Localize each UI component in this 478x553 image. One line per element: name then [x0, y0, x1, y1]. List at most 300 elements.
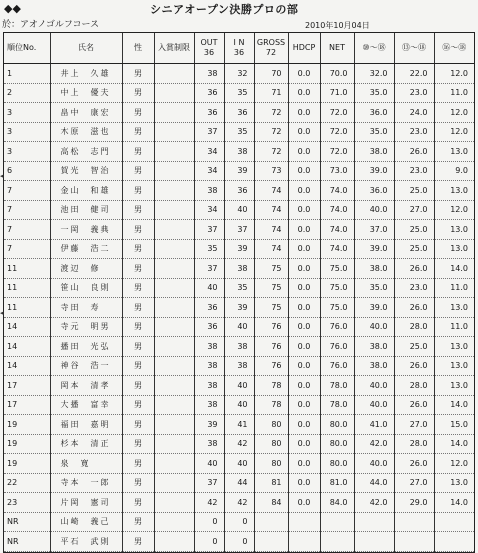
cell-c3: 11.0 — [434, 317, 474, 337]
cell-c2: 23.0 — [394, 161, 434, 181]
cell-hdcp: 0.0 — [288, 454, 320, 474]
cell-c1: 40.0 — [354, 200, 394, 220]
cell-c2: 25.0 — [394, 181, 434, 201]
cell-sex: 男 — [122, 532, 154, 552]
cell-net: 80.0 — [320, 454, 354, 474]
cell-c2: 28.0 — [394, 317, 434, 337]
cell-sex: 男 — [122, 356, 154, 376]
cell-c3 — [434, 512, 474, 532]
cell-c1: 40.0 — [354, 376, 394, 396]
cell-net: 70.0 — [320, 64, 354, 84]
table-row — [4, 83, 474, 103]
cell-sex: 男 — [122, 317, 154, 337]
cell-pos: 7 — [4, 200, 50, 220]
cell-name: 福田 嘉明 — [50, 415, 122, 435]
cell-net: 80.0 — [320, 434, 354, 454]
cell-pos: 19 — [4, 434, 50, 454]
cell-gross: 72 — [254, 142, 288, 162]
cell-hdcp: 0.0 — [288, 259, 320, 279]
cell-sex: 男 — [122, 220, 154, 240]
cell-hdcp: 0.0 — [288, 356, 320, 376]
cell-c1: 36.0 — [354, 103, 394, 123]
cell-c1: 35.0 — [354, 83, 394, 103]
results-table — [3, 32, 475, 553]
cell-in: 42 — [224, 493, 254, 513]
cell-hdcp: 0.0 — [288, 395, 320, 415]
cell-out: 38 — [194, 376, 224, 396]
table-row — [4, 395, 474, 415]
cell-c2: 22.0 — [394, 64, 434, 84]
col-hdcp-header: HDCP — [288, 33, 320, 64]
cell-net: 75.0 — [320, 278, 354, 298]
cell-in: 44 — [224, 473, 254, 493]
table-row — [4, 200, 474, 220]
cell-in: 40 — [224, 200, 254, 220]
cell-hdcp: 0.0 — [288, 376, 320, 396]
cell-out: 36 — [194, 298, 224, 318]
cell-c1: 37.0 — [354, 220, 394, 240]
cell-gross: 76 — [254, 317, 288, 337]
cell-out: 38 — [194, 434, 224, 454]
cell-pos: 3 — [4, 142, 50, 162]
cell-hdcp: 0.0 — [288, 220, 320, 240]
cell-c3: 13.0 — [434, 473, 474, 493]
cell-out: 34 — [194, 200, 224, 220]
cell-in: 40 — [224, 454, 254, 474]
table-row — [4, 454, 474, 474]
cell-net: 74.0 — [320, 181, 354, 201]
table-row — [4, 493, 474, 513]
cell-prize — [154, 161, 194, 181]
cell-name: 笹山 良則 — [50, 278, 122, 298]
cell-pos: NR — [4, 512, 50, 532]
cell-gross: 74 — [254, 220, 288, 240]
col-c3-header: ⑯〜⑱ — [434, 33, 474, 64]
cell-pos: 14 — [4, 317, 50, 337]
cell-hdcp — [288, 512, 320, 532]
document-date: 2010年10月04日 — [305, 21, 370, 30]
cell-c1: 38.0 — [354, 356, 394, 376]
cell-out: 38 — [194, 337, 224, 357]
table-body — [4, 64, 474, 552]
cell-prize — [154, 239, 194, 259]
cell-net: 76.0 — [320, 356, 354, 376]
cell-hdcp: 0.0 — [288, 122, 320, 142]
cell-c1 — [354, 512, 394, 532]
cell-pos: 11 — [4, 259, 50, 279]
table-row — [4, 239, 474, 259]
cell-out: 39 — [194, 415, 224, 435]
cell-name: 神谷 浩一 — [50, 356, 122, 376]
cell-c2: 23.0 — [394, 278, 434, 298]
cell-hdcp: 0.0 — [288, 337, 320, 357]
cell-hdcp: 0.0 — [288, 278, 320, 298]
col-in-header — [224, 33, 254, 64]
cell-in: 38 — [224, 337, 254, 357]
cell-name: 中上 優夫 — [50, 83, 122, 103]
table-row — [4, 317, 474, 337]
cell-pos: 23 — [4, 493, 50, 513]
cell-c3: 13.0 — [434, 181, 474, 201]
cell-prize — [154, 512, 194, 532]
cell-out: 40 — [194, 278, 224, 298]
cell-prize — [154, 395, 194, 415]
out-label: OUT — [200, 38, 218, 47]
cell-c2: 29.0 — [394, 493, 434, 513]
cell-c2: 25.0 — [394, 239, 434, 259]
cell-in: 36 — [224, 181, 254, 201]
cell-pos: 11 — [4, 298, 50, 318]
cell-pos: 6 — [4, 161, 50, 181]
cell-sex: 男 — [122, 239, 154, 259]
cell-c2: 25.0 — [394, 337, 434, 357]
cell-hdcp: 0.0 — [288, 493, 320, 513]
col-gross-header — [254, 33, 288, 64]
cell-prize — [154, 356, 194, 376]
table-row — [4, 103, 474, 123]
cell-c3: 14.0 — [434, 395, 474, 415]
cell-prize — [154, 434, 194, 454]
cell-sex: 男 — [122, 181, 154, 201]
cell-c1: 39.0 — [354, 298, 394, 318]
cell-c2: 25.0 — [394, 220, 434, 240]
cell-c1: 39.0 — [354, 239, 394, 259]
cell-name: 寺本 一郎 — [50, 473, 122, 493]
cell-sex: 男 — [122, 454, 154, 474]
cell-name: 播田 光弘 — [50, 337, 122, 357]
cell-sex: 男 — [122, 103, 154, 123]
cell-sex: 男 — [122, 259, 154, 279]
cell-sex: 男 — [122, 142, 154, 162]
cell-c1: 36.0 — [354, 181, 394, 201]
cell-hdcp: 0.0 — [288, 181, 320, 201]
cell-sex: 男 — [122, 337, 154, 357]
cell-in: 40 — [224, 317, 254, 337]
cell-in: 40 — [224, 395, 254, 415]
cell-net: 74.0 — [320, 239, 354, 259]
cell-c2: 28.0 — [394, 434, 434, 454]
cell-sex: 男 — [122, 434, 154, 454]
gross-label: GROSS — [256, 38, 286, 47]
cell-out: 36 — [194, 83, 224, 103]
cell-in: 38 — [224, 259, 254, 279]
cell-prize — [154, 64, 194, 84]
cell-prize — [154, 376, 194, 396]
cell-sex: 男 — [122, 473, 154, 493]
cell-name: 井上 久雄 — [50, 64, 122, 84]
cell-prize — [154, 532, 194, 552]
cell-c1: 42.0 — [354, 434, 394, 454]
cell-c1: 38.0 — [354, 142, 394, 162]
cell-gross: 75 — [254, 278, 288, 298]
venue-label: 於：アオノゴルフコース — [2, 20, 100, 30]
cell-prize — [154, 317, 194, 337]
col-sex-header: 性 — [122, 33, 154, 64]
cell-net: 71.0 — [320, 83, 354, 103]
cell-c3: 12.0 — [434, 64, 474, 84]
cell-out: 37 — [194, 122, 224, 142]
table-row — [4, 259, 474, 279]
cell-c2: 26.0 — [394, 298, 434, 318]
cell-pos: 17 — [4, 395, 50, 415]
cell-c2: 28.0 — [394, 376, 434, 396]
cell-in: 40 — [224, 376, 254, 396]
cell-out: 34 — [194, 142, 224, 162]
cell-out: 38 — [194, 395, 224, 415]
cell-name: 平石 武則 — [50, 532, 122, 552]
cell-gross: 71 — [254, 83, 288, 103]
cell-c1: 42.0 — [354, 493, 394, 513]
cell-out: 37 — [194, 259, 224, 279]
cell-out: 38 — [194, 356, 224, 376]
cell-c1: 44.0 — [354, 473, 394, 493]
cell-prize — [154, 122, 194, 142]
cell-hdcp: 0.0 — [288, 434, 320, 454]
cell-net: 72.0 — [320, 103, 354, 123]
cell-out: 40 — [194, 454, 224, 474]
cell-out: 0 — [194, 512, 224, 532]
cell-in: 35 — [224, 278, 254, 298]
cell-c2: 27.0 — [394, 200, 434, 220]
col-out-header — [194, 33, 224, 64]
cell-c2 — [394, 532, 434, 552]
cell-in: 0 — [224, 532, 254, 552]
cell-out: 35 — [194, 239, 224, 259]
cell-c2: 27.0 — [394, 473, 434, 493]
cell-c3: 11.0 — [434, 83, 474, 103]
cell-in: 42 — [224, 434, 254, 454]
cell-out: 34 — [194, 161, 224, 181]
cell-pos: 14 — [4, 337, 50, 357]
cell-gross: 70 — [254, 64, 288, 84]
cell-name: 片岡 憲司 — [50, 493, 122, 513]
cell-pos: 7 — [4, 239, 50, 259]
col-net-header: NET — [320, 33, 354, 64]
cell-c3: 14.0 — [434, 434, 474, 454]
cell-name: 畠中 康宏 — [50, 103, 122, 123]
cell-c3: 13.0 — [434, 376, 474, 396]
cell-c3: 13.0 — [434, 239, 474, 259]
cell-in: 35 — [224, 83, 254, 103]
cell-c2: 27.0 — [394, 415, 434, 435]
cell-name: 高松 志門 — [50, 142, 122, 162]
col-prize-header: 入賞制限 — [154, 33, 194, 64]
cell-gross: 84 — [254, 493, 288, 513]
cell-in: 39 — [224, 239, 254, 259]
cell-c2 — [394, 512, 434, 532]
cell-name: 寺田 寿 — [50, 298, 122, 318]
cell-sex: 男 — [122, 64, 154, 84]
cell-name: 一岡 義典 — [50, 220, 122, 240]
cell-hdcp: 0.0 — [288, 161, 320, 181]
cell-in: 38 — [224, 356, 254, 376]
cell-pos: 1 — [4, 64, 50, 84]
cell-net: 78.0 — [320, 395, 354, 415]
cell-prize — [154, 415, 194, 435]
cell-name: 山崎 義己 — [50, 512, 122, 532]
cell-net: 76.0 — [320, 317, 354, 337]
cell-prize — [154, 200, 194, 220]
cell-gross: 80 — [254, 454, 288, 474]
cell-in: 41 — [224, 415, 254, 435]
cell-out: 37 — [194, 220, 224, 240]
cell-prize — [154, 278, 194, 298]
table-row — [4, 337, 474, 357]
cell-c3 — [434, 532, 474, 552]
cell-prize — [154, 259, 194, 279]
cell-c1: 35.0 — [354, 122, 394, 142]
table-row — [4, 376, 474, 396]
cell-hdcp: 0.0 — [288, 200, 320, 220]
cell-in: 39 — [224, 298, 254, 318]
cell-pos: 19 — [4, 415, 50, 435]
cell-out: 38 — [194, 64, 224, 84]
table-row — [4, 220, 474, 240]
cell-hdcp: 0.0 — [288, 317, 320, 337]
cell-pos: 19 — [4, 454, 50, 474]
table-row — [4, 298, 474, 318]
cell-sex: 男 — [122, 122, 154, 142]
col-pos-header: 順位No. — [4, 33, 50, 64]
cell-c3: 13.0 — [434, 337, 474, 357]
cell-c2: 23.0 — [394, 122, 434, 142]
cell-pos: 3 — [4, 103, 50, 123]
cell-in: 38 — [224, 142, 254, 162]
in-par: 36 — [233, 48, 245, 57]
cell-out: 37 — [194, 473, 224, 493]
cell-hdcp: 0.0 — [288, 473, 320, 493]
cell-net: 74.0 — [320, 200, 354, 220]
table-row — [4, 142, 474, 162]
cell-sex: 男 — [122, 395, 154, 415]
cell-c3: 13.0 — [434, 142, 474, 162]
cell-net: 76.0 — [320, 337, 354, 357]
cell-pos: 14 — [4, 356, 50, 376]
cell-gross: 75 — [254, 298, 288, 318]
cell-out: 36 — [194, 103, 224, 123]
cell-gross: 74 — [254, 181, 288, 201]
cell-gross: 72 — [254, 103, 288, 123]
cell-out: 36 — [194, 317, 224, 337]
cell-c3: 12.0 — [434, 103, 474, 123]
cell-sex: 男 — [122, 512, 154, 532]
cell-c3: 12.0 — [434, 200, 474, 220]
table-row — [4, 415, 474, 435]
in-label: I N — [233, 38, 245, 47]
cell-name: 金山 和雄 — [50, 181, 122, 201]
cell-gross: 81 — [254, 473, 288, 493]
cell-name: 池田 健司 — [50, 200, 122, 220]
cell-prize — [154, 103, 194, 123]
cell-gross — [254, 532, 288, 552]
cell-prize — [154, 220, 194, 240]
cell-sex: 男 — [122, 493, 154, 513]
cell-in: 39 — [224, 161, 254, 181]
table-row — [4, 278, 474, 298]
table-row — [4, 532, 474, 552]
cell-c3: 11.0 — [434, 278, 474, 298]
cell-gross: 78 — [254, 376, 288, 396]
cell-hdcp: 0.0 — [288, 83, 320, 103]
cell-net — [320, 512, 354, 532]
table-row — [4, 181, 474, 201]
cell-c3: 12.0 — [434, 122, 474, 142]
cell-net: 80.0 — [320, 415, 354, 435]
table-row — [4, 512, 474, 532]
cell-gross: 73 — [254, 161, 288, 181]
cell-c3: 13.0 — [434, 298, 474, 318]
cell-name: 賀光 智治 — [50, 161, 122, 181]
cell-c1: 38.0 — [354, 337, 394, 357]
cell-prize — [154, 473, 194, 493]
out-par: 36 — [203, 48, 215, 57]
cell-c1: 41.0 — [354, 415, 394, 435]
cell-name: 渡辺 修 — [50, 259, 122, 279]
row-marker-1: ◂ — [0, 172, 4, 180]
cell-pos: 7 — [4, 220, 50, 240]
cell-c1: 38.0 — [354, 259, 394, 279]
cell-c3: 13.0 — [434, 220, 474, 240]
cell-c2: 26.0 — [394, 356, 434, 376]
cell-hdcp: 0.0 — [288, 239, 320, 259]
cell-pos: 17 — [4, 376, 50, 396]
cell-c1: 39.0 — [354, 161, 394, 181]
cell-sex: 男 — [122, 415, 154, 435]
cell-prize — [154, 83, 194, 103]
table-row — [4, 64, 474, 84]
cell-sex: 男 — [122, 298, 154, 318]
cell-gross — [254, 512, 288, 532]
cell-c1: 40.0 — [354, 454, 394, 474]
cell-in: 32 — [224, 64, 254, 84]
cell-prize — [154, 142, 194, 162]
table-row — [4, 434, 474, 454]
cell-prize — [154, 181, 194, 201]
cell-out: 42 — [194, 493, 224, 513]
cell-hdcp: 0.0 — [288, 64, 320, 84]
cell-in: 37 — [224, 220, 254, 240]
cell-c3: 9.0 — [434, 161, 474, 181]
cell-gross: 74 — [254, 239, 288, 259]
col-name-header: 氏名 — [50, 33, 122, 64]
cell-c2: 24.0 — [394, 103, 434, 123]
cell-net: 84.0 — [320, 493, 354, 513]
cell-c1 — [354, 532, 394, 552]
cell-pos: 3 — [4, 122, 50, 142]
cell-c3: 14.0 — [434, 493, 474, 513]
cell-pos: NR — [4, 532, 50, 552]
cell-net: 81.0 — [320, 473, 354, 493]
cell-prize — [154, 337, 194, 357]
table-row — [4, 356, 474, 376]
cell-c1: 40.0 — [354, 317, 394, 337]
cell-c3: 14.0 — [434, 259, 474, 279]
cell-gross: 75 — [254, 259, 288, 279]
cell-c3: 15.0 — [434, 415, 474, 435]
cell-gross: 78 — [254, 395, 288, 415]
cell-prize — [154, 298, 194, 318]
cell-name: 岡本 清孝 — [50, 376, 122, 396]
cell-gross: 80 — [254, 434, 288, 454]
cell-pos: 2 — [4, 83, 50, 103]
cell-in: 35 — [224, 122, 254, 142]
cell-sex: 男 — [122, 376, 154, 396]
cell-gross: 72 — [254, 122, 288, 142]
cell-sex: 男 — [122, 83, 154, 103]
cell-name: 杉本 清正 — [50, 434, 122, 454]
cell-c1: 32.0 — [354, 64, 394, 84]
cell-sex: 男 — [122, 161, 154, 181]
